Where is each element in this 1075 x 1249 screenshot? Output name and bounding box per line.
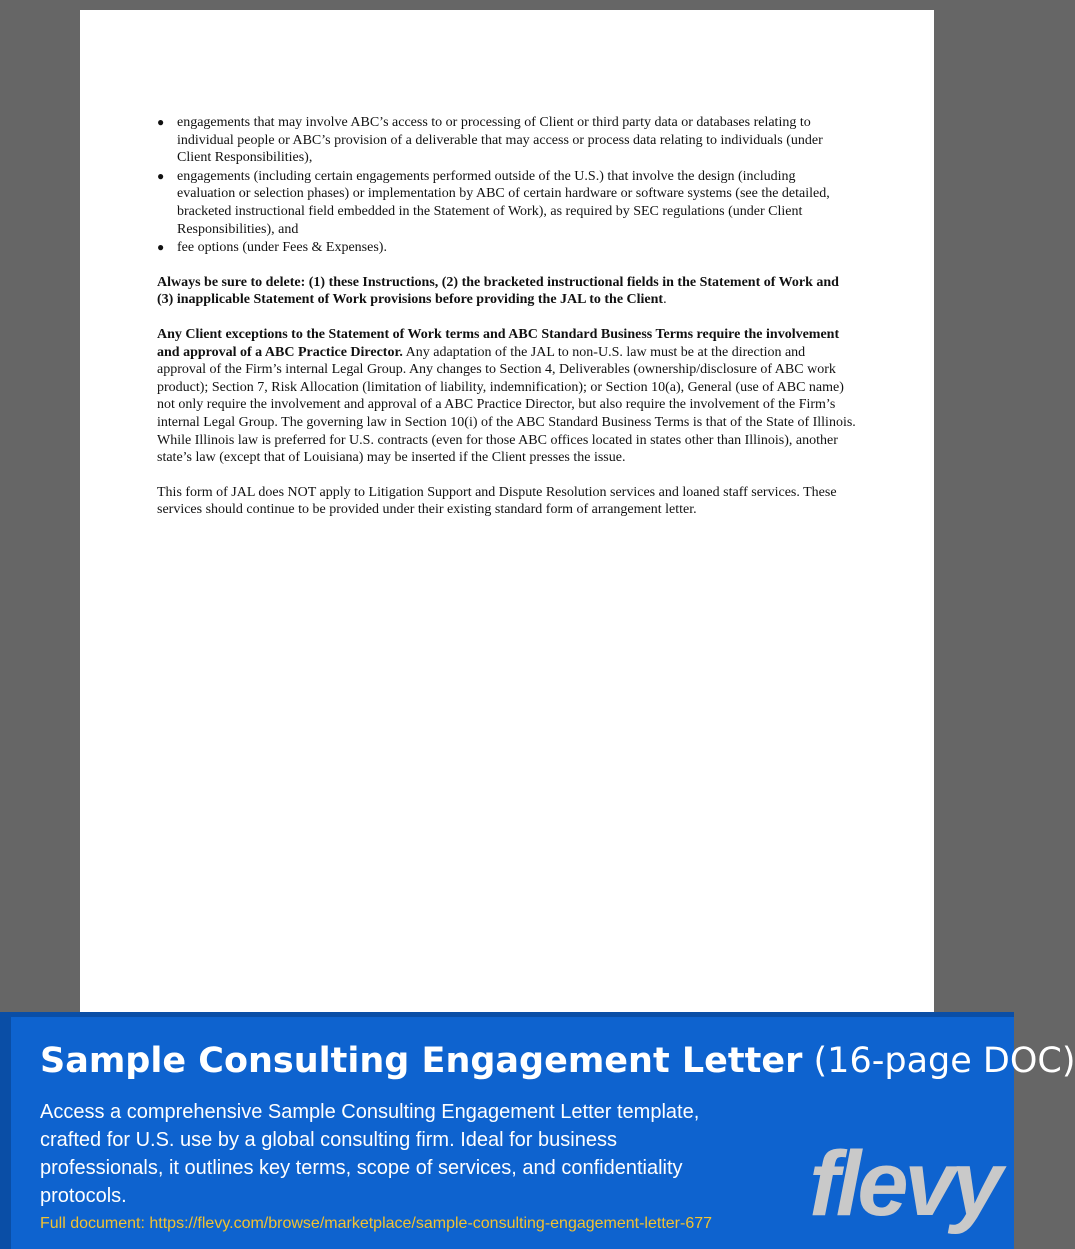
bullet-icon: ● (157, 240, 165, 255)
svg-text:flevy: flevy (809, 1133, 999, 1235)
banner-description: Access a comprehensive Sample Consulting Engagement Letter template, crafted for U.S. use by a global consulting firm. Ideal for business professionals, it outlines key terms, scope of services, and confidentiality protocols. (40, 1101, 700, 1207)
bullet-icon: ● (157, 115, 165, 129)
banner-title: Sample Consulting Engagement Letter (16-page DOC) (40, 1041, 1075, 1081)
banner-body (11, 1017, 1075, 1249)
bullet-list (157, 114, 857, 257)
scope-paragraph: This form of JAL does NOT apply to Litigation Support and Dispute Resolution services and loaned staff services. These services should continue to be provided under their existing standard form of arrangement letter. (157, 484, 837, 518)
list-item: ● engagements (including certain engagements performed outside of the U.S.) that involve the design (including evaluation or selection phases) or implementation by ABC of certain hardware or software systems (see the detailed, bracketed instructional field embedded in the Statement of Work), as required by SEC regulations (under Client Responsibilities), and (157, 168, 830, 237)
banner-left-border (0, 1017, 11, 1249)
list-item: ● engagements that may involve ABC’s access to or processing of Client or third party data or databases relating to individual people or ABC’s provision of a deliverable that may access or process data relating to individuals (under Client Responsibilities), (157, 115, 823, 166)
flevy-logo[interactable] (804, 1133, 1004, 1235)
bullet-icon: ● (157, 168, 165, 183)
exceptions-paragraph: Any Client exceptions to the Statement of Work terms and ABC Standard Business Terms require the involvement and approval of a ABC Practice Director. Any adaptation of the JAL to non-U.S. law must be at the direction and approval of the Firm’s internal Legal Group. Any changes to Section 4, Deliverables (ownership/disclosure of ABC work product); Section 7, Risk Allocation (limitation of liability, indemnification); or Section 10(a), General (use of ABC name) not only require the involvement and approval of a ABC Practice Director, but also require the involvement of the Firm’s internal Legal Group. The governing law in Section 10(i) of the ABC Standard Business Terms is that of the State of Illinois. While Illinois law is preferred for U.S. contracts (even for those ABC offices located in states other than Illinois), another state’s law (except that of Louisiana) may be inserted if the Client presses the issue. (157, 326, 856, 466)
delete-instructions: Always be sure to delete: (1) these Instructions, (2) the bracketed instructional fields in the Statement of Work and (3) inapplicable Statement of Work provisions before providing the JAL to the Client. (157, 274, 839, 308)
promo-banner (0, 1012, 1075, 1249)
page-content (157, 114, 857, 519)
full-document-link[interactable]: Full document: https://flevy.com/browse/marketplace/sample-consulting-engagement-letter-677 (40, 1215, 713, 1232)
document-url-link[interactable]: https://flevy.com/browse/marketplace/sample-consulting-engagement-letter-677 (149, 1215, 713, 1232)
list-item: ● fee options (under Fees & Expenses). (157, 240, 387, 256)
document-page (80, 10, 934, 1012)
